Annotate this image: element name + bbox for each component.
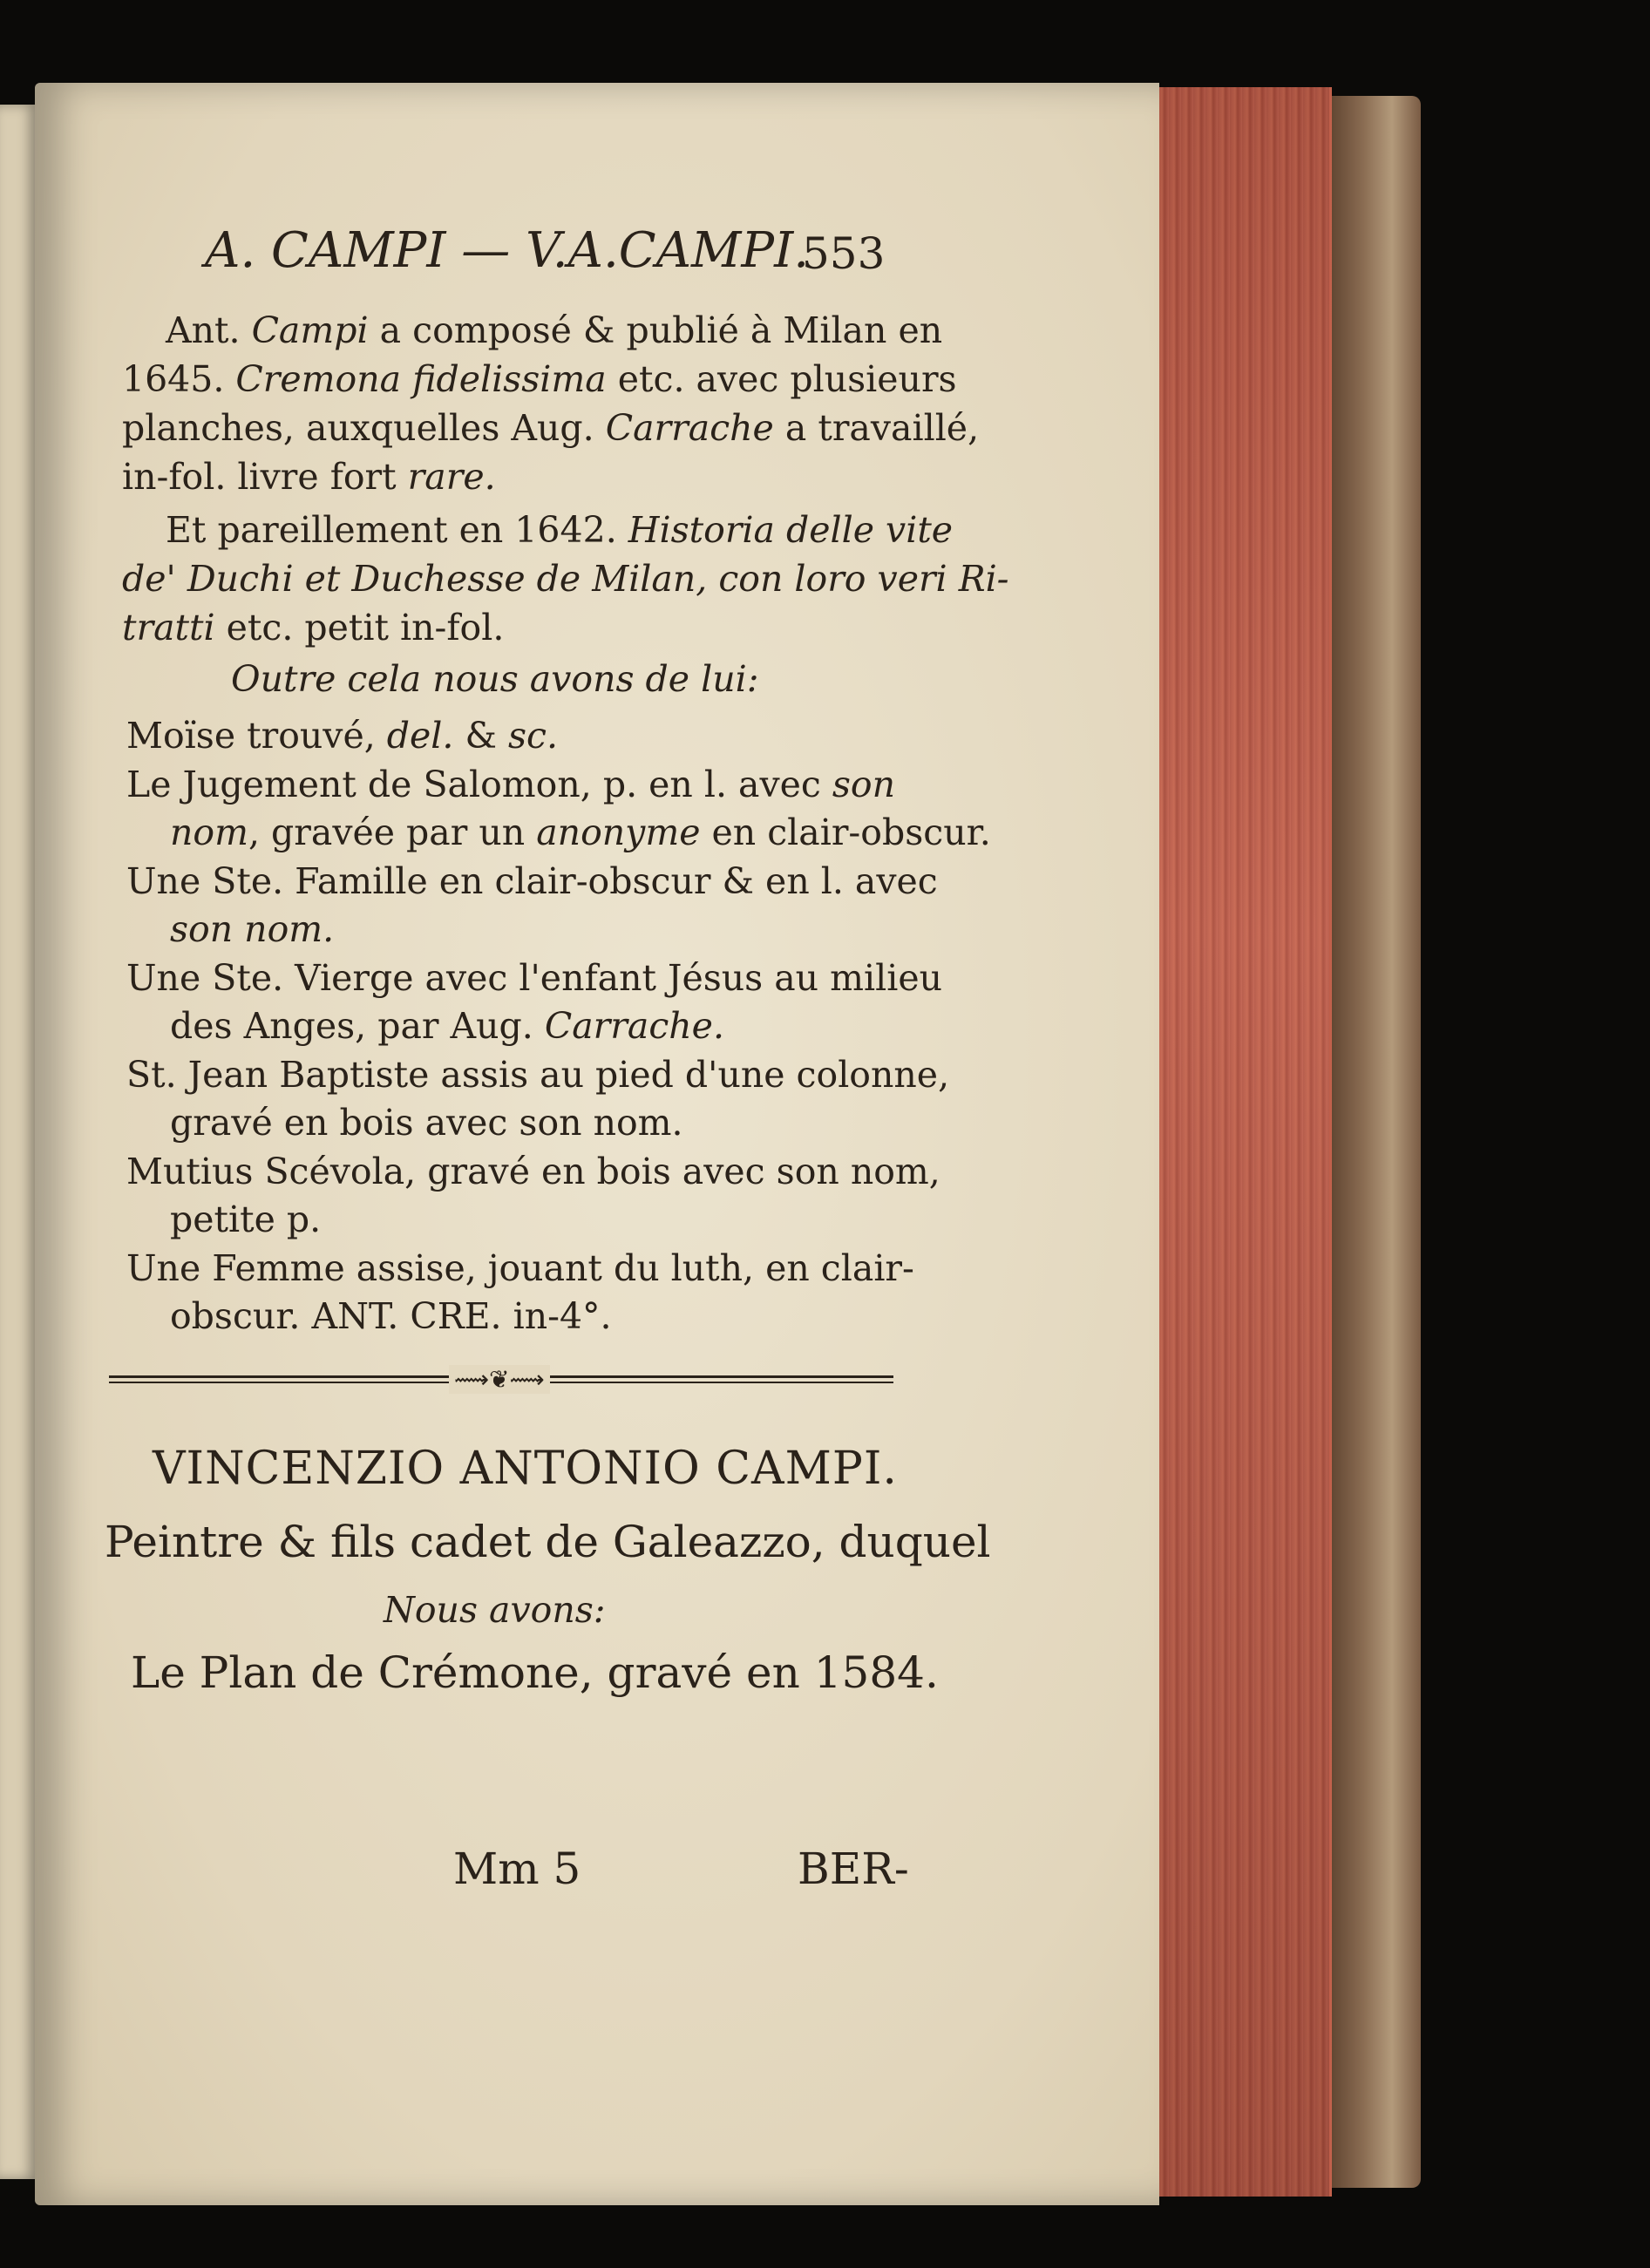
ornamental-rule: ⟿❦⟿ <box>109 1374 893 1386</box>
work-entry-line: St. Jean Baptiste assis au pied d'une colonne, <box>126 1053 950 1096</box>
work-entry-line: gravé en bois avec son nom. <box>170 1102 683 1144</box>
paragraph2-line: de' Duchi et Duchesse de Milan, con loro veri Ri- <box>122 558 1009 600</box>
section2-work: Le Plan de Crémone, gravé en 1584. <box>131 1647 939 1698</box>
work-entry-line: petite p. <box>170 1199 322 1240</box>
work-entry-line: Moïse trouvé, del. & sc. <box>126 715 559 757</box>
paragraph2-line: tratti etc. petit in-fol. <box>122 607 505 648</box>
section2-intro: Nous avons: <box>384 1589 606 1631</box>
work-entry-line: des Anges, par Aug. Carrache. <box>170 1005 724 1047</box>
page-block-shade <box>1142 87 1329 2197</box>
paragraph1-line: planches, auxquelles Aug. Carrache a travaillé, <box>122 407 980 449</box>
catchword: BER- <box>798 1844 909 1894</box>
page-number: 553 <box>802 228 886 279</box>
work-entry-line: Une Femme assise, jouant du luth, en clair- <box>126 1246 914 1289</box>
section-heading: VINCENZIO ANTONIO CAMPI. <box>153 1443 898 1495</box>
running-title: A. CAMPI — V.A.CAMPI. <box>205 222 809 279</box>
works-intro: Outre cela nous avons de lui: <box>231 658 759 700</box>
work-entry-line: nom, gravée par un anonyme en clair-obscur. <box>170 811 991 853</box>
work-entry-line: Le Jugement de Salomon, p. en l. avec son <box>126 763 896 805</box>
paragraph1-line: in-fol. livre fort rare. <box>122 456 496 498</box>
work-entry-line: Une Ste. Famille en clair-obscur & en l. avec <box>126 859 938 902</box>
signature-mark: Mm 5 <box>453 1844 581 1894</box>
paragraph2-line: Et pareillement en 1642. Historia delle vite <box>166 509 954 551</box>
book-page <box>35 83 1159 2205</box>
previous-page-edge <box>0 105 37 2179</box>
paragraph1-line: 1645. Cremona fidelissima etc. avec plusieurs <box>122 358 957 400</box>
section2-first-line: Peintre & fils cadet de Galeazzo, duquel <box>105 1517 991 1567</box>
work-entry-line: son nom. <box>170 908 335 950</box>
work-entry-line: Une Ste. Vierge avec l'enfant Jésus au milieu <box>126 956 942 999</box>
work-entry-line: Mutius Scévola, gravé en bois avec son nom, <box>126 1150 940 1192</box>
work-entry-line: obscur. ANT. CRE. in-4°. <box>170 1295 612 1337</box>
paragraph1-line: Ant. Campi a composé & publié à Milan en <box>166 309 943 351</box>
book-cover-edge <box>1325 96 1421 2188</box>
